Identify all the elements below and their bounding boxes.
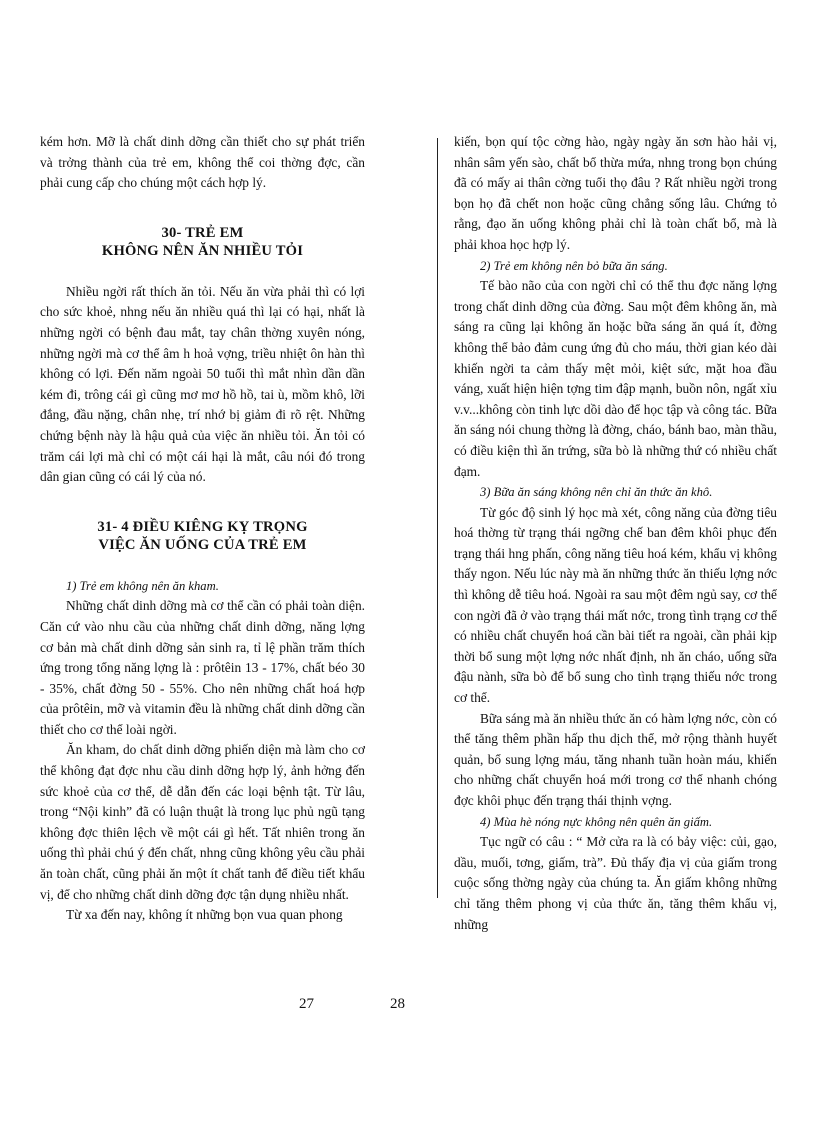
dry-food-paragraph: Từ góc độ sinh lý học mà xét, công năng của đờng tiêu hoá thờng từ trạng thái ngỡng chế ban đêm khôi phục đến trạng thái hng phấn, công năng tiêu hoá kém, khẩu vị không thấy ngon. Nếu lúc này mà ăn những thức ăn thiếu lợng nớc thì không dễ tiêu hoá. Ngoài ra sau một đêm ngủ say, cơ thể con ngời đã ở vào trạng thái mất nớc, trong tình trạng cơ thể có nhiều chất chuyển hoá cần bài tiết ra ngoài, cần phải kịp thời bổ sung một lợng nớc nhất định, nh ăn cháo, uống sữa đậu nành, sữa bò để bổ sung cho tình trạng thiếu nớc trong cơ thể. <box>454 504 777 706</box>
right-page-column <box>454 132 777 935</box>
section-31-paragraph-1: Những chất dinh dỡng mà cơ thể cần có phải toàn diện. Căn cứ vào nhu cầu của những chất dinh dỡng, năng lợng cơ bản mà chất dinh dỡng sản sinh ra, tỉ lệ phần trăm thích ứng trong tổng năng lợng là : prôtêin 13 - 17%, chất béo 30 - 35%, chất đờng 50 - 55%. Cho nên những chất hoá hợp của prôtêin, mỡ và vitamin đều là những chất dinh dỡng cần thiết cho cơ thể loài ngời. <box>40 598 365 737</box>
water-content-paragraph: Bữa sáng mà ăn nhiều thức ăn có hàm lợng nớc, còn có thể tăng thêm phần hấp thu dịch thể, mở rộng thành huyết quản, bổ sung lợng máu, tăng nhanh tuần hoàn máu, khiến cho những chất chuyển hoá mới trong cơ thể nhanh chóng đợc khôi phục đến trạng thái thịnh vợng. <box>454 710 777 808</box>
left-page-column <box>40 132 365 926</box>
continued-paragraph: kiến, bọn quí tộc cờng hào, ngày ngày ăn sơn hào hải vị, nhân sâm yến sào, chất bổ thừa mứa, nhng trong bọn chúng đã có mấy ai thân cờng tuổi thọ đâu ? Rất nhiều ngời trong bọn họ đã chết non hoặc cũng chẳng sống lâu. Chứng tỏ rằng, đạo ăn uống không phải chỉ là toàn chất bổ, mà là phải khoa học hợp lý. <box>454 134 777 252</box>
page-number-left: 27 <box>299 996 314 1012</box>
section-31-paragraph-2: Ăn kham, do chất dinh dỡng phiến diện mà làm cho cơ thể không đạt đợc nhu cầu dinh dỡng hợp lý, ảnh hởng đến sức khoẻ của cơ thể, dễ dẫn đến các loại bệnh tật. Từ lâu, trong “Nội kinh” đã có luận thuật là trong lục phủ ngũ tạng không đợc thiên lệch về một cái gì hết. Tất nhiên trong ăn uống thì phải chú ý đến chất, nhng cũng không yêu cầu phải ăn toàn chất, cũng phải ăn một ít chất tanh để điều tiết khẩu vị, để cho những chất dinh dỡng đợc tận dụng nhiều nhất. <box>40 742 365 902</box>
intro-paragraph: kém hơn. Mỡ là chất dinh dỡng cần thiết cho sự phát triển và trởng thành của trẻ em, không thể coi thờng đợc, cần phải cung cấp cho chúng một cách hợp lý. <box>40 134 365 191</box>
subheading-4: 4) Mùa hè nóng nực không nên quên ăn giấm. <box>480 814 713 829</box>
page-number-right: 28 <box>390 996 405 1012</box>
section-31-paragraph-3: Từ xa đến nay, không ít những bọn vua quan phong <box>66 907 343 923</box>
section-30-title-line1: 30- TRẺ EM <box>161 224 244 241</box>
subheading-2: 2) Trẻ em không nên bỏ bữa ăn sáng. <box>480 258 668 273</box>
breakfast-paragraph: Tế bào não của con ngời chỉ có thể thu đợc năng lợng trong chất dinh dỡng của đờng. Sau một đêm không ăn, mà sáng ra cũng lại không ăn hoặc bữa sáng ăn quá ít, đờng không thể bảo đảm cung ứng đủ cho máu, thời gian kéo dài khiến ngời ta cảm thấy mệt mỏi, kiệt sức, mặt hoa đầu váng, xuất hiện hiện tợng tim đập mạnh, buồn nôn, ngất xỉu v.v...không còn tinh lực dồi dào để học tập và công tác. Bữa ăn sáng nói chung thờng là đờng, cháo, bánh bao, màn thầu, có điều kiện thì ăn trứng, sữa bò là những thứ có nhiều chất đạm. <box>454 278 777 479</box>
section-30-title-line2: KHÔNG NÊN ĂN NHIỀU TỎI <box>101 242 304 259</box>
section-31-title-line1: 31- 4 ĐIỀU KIÊNG KỴ TRỌNG <box>97 518 308 535</box>
subheading-3: 3) Bữa ăn sáng không nên chỉ ăn thức ăn khô. <box>480 485 713 500</box>
page-gutter-divider <box>437 138 438 898</box>
section-30-paragraph: Nhiều ngời rất thích ăn tỏi. Nếu ăn vừa phải thì có lợi cho sức khoẻ, nhng nếu ăn nhiều quá thì lại có hại, nhất là những ngời có bệnh đau mắt, tay chân thờng xuyên nóng, những ngời mà cơ thể âm h hoả vợng, triều nhiệt ôn hàn thì không có lợi. Đến năm ngoài 50 tuổi thì mắt nhìn dần dần kém đi, trông cái gì cũng mơ mơ hồ hồ, tai ù, mồm khô, lỡi đắng, đầu nặng, chân nhẹ, trí nhớ bị giảm đi rõ rệt. Những chứng bệnh này là hậu quả của việc ăn nhiều tỏi. Ăn tỏi có trăm cái lợi mà chỉ có một cái hại là mắt, câu nói đó trong dân gian cũng có cái lý của nó. <box>40 283 365 485</box>
subheading-1: 1) Trẻ em không nên ăn kham. <box>66 578 219 593</box>
vinegar-paragraph: Tục ngữ có câu : “ Mở cửa ra là có bảy việc: củi, gạo, dầu, muối, tơng, giấm, trà”. Đủ thấy địa vị của giấm trong cuộc sống thờng ngày của chúng ta. Ăn giấm không những chỉ tăng thêm phong vị của thức ăn, tăng thêm khẩu vị, những <box>454 834 777 932</box>
section-31-title-line2: VIỆC ĂN UỐNG CỦA TRẺ EM <box>98 536 307 553</box>
